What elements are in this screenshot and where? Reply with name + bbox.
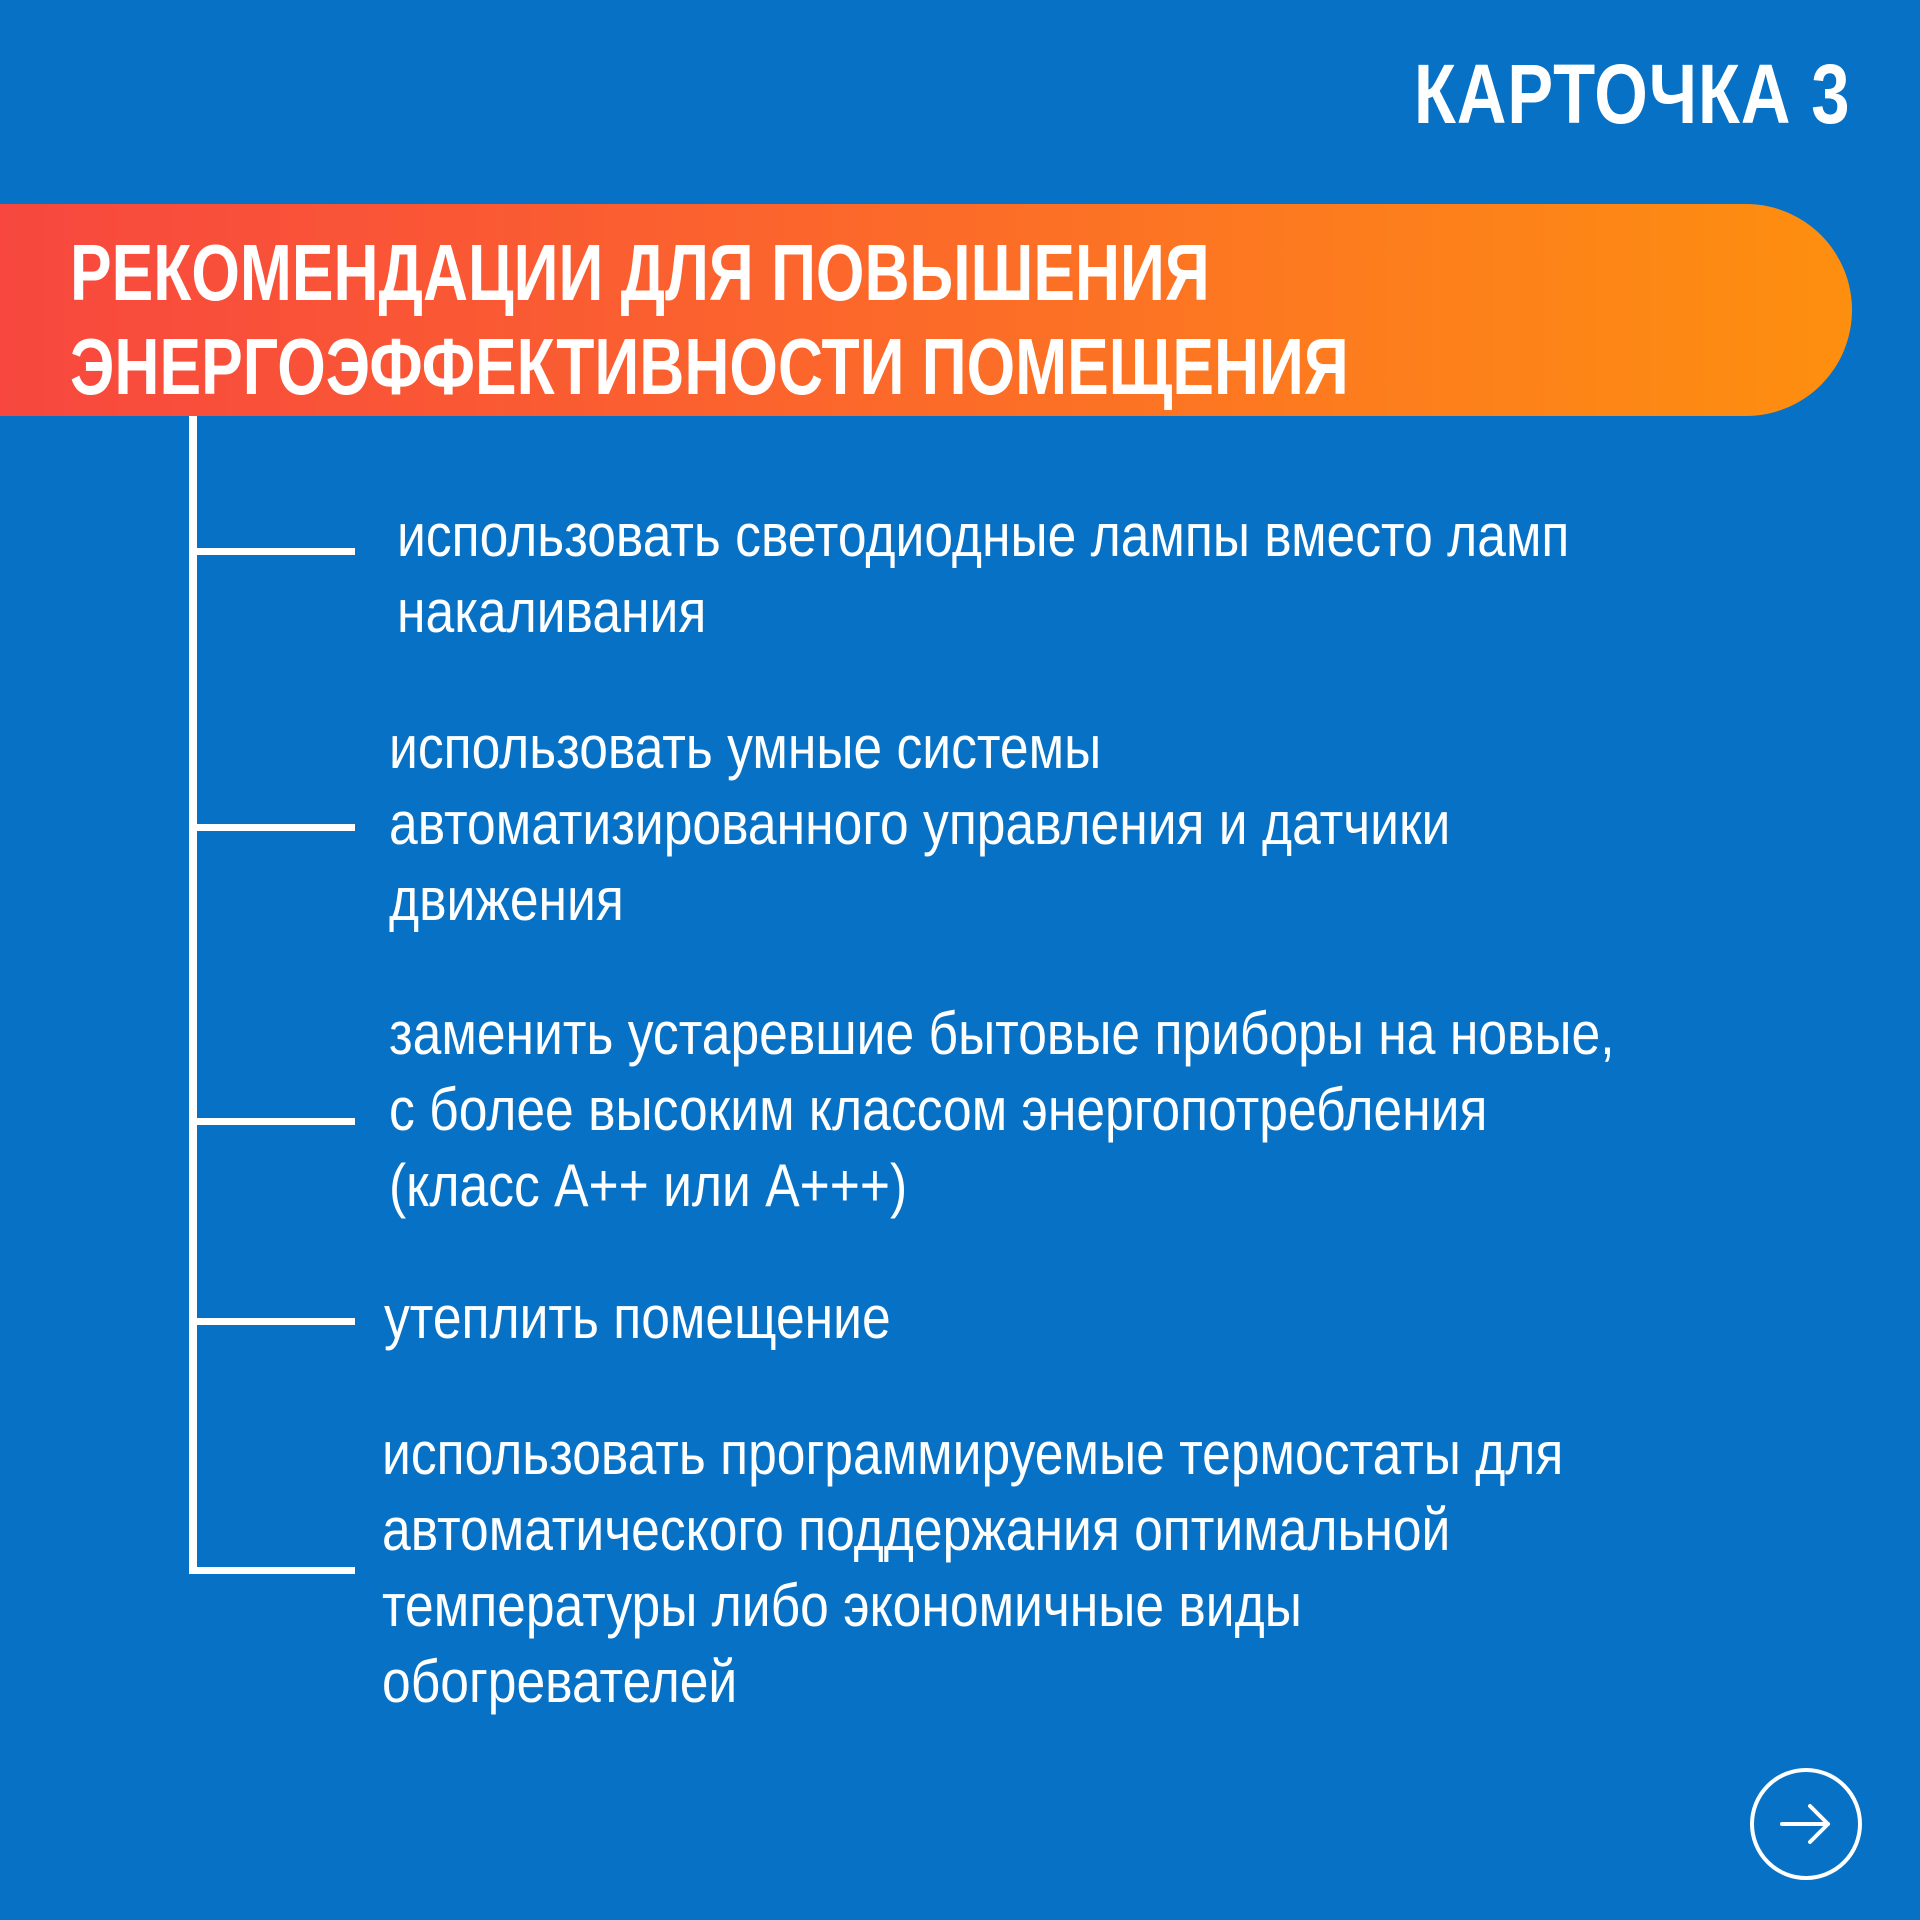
tree-branch-1 [189,548,355,555]
tree-trunk-line [189,416,197,1574]
next-card-button[interactable] [1750,1768,1862,1880]
list-item-insulate-room: утеплить помещение [384,1284,891,1351]
list-item-led-lamps: использовать светодиодные лампы вместо ламп накаливания [397,502,1570,645]
list-item-thermostats: использовать программируемые термостаты для автоматического поддержания оптимальной температуры либо экономичные виды обогревателей [382,1420,1564,1715]
list-item-replace-appliances: заменить устаревшие бытовые приборы на новые, с более высоким классом энергопотребления (класс А++ или А+++) [389,1000,1615,1219]
arrow-right-icon [1776,1794,1836,1854]
tree-branch-2 [189,824,355,831]
list-item-smart-systems: использовать умные системы автоматизированного управления и датчики движения [389,714,1451,933]
title-banner [0,204,1852,416]
page-title-line-2: ЭНЕРГОЭФФЕКТИВНОСТИ ПОМЕЩЕНИЯ [70,322,1349,411]
tree-branch-5 [189,1567,355,1574]
tree-branch-3 [189,1118,355,1125]
page-title-line-1: РЕКОМЕНДАЦИИ ДЛЯ ПОВЫШЕНИЯ [70,228,1210,317]
tree-branch-4 [189,1318,355,1325]
page-title [70,226,1349,414]
card-label: КАРТОЧКА 3 [1413,47,1850,141]
